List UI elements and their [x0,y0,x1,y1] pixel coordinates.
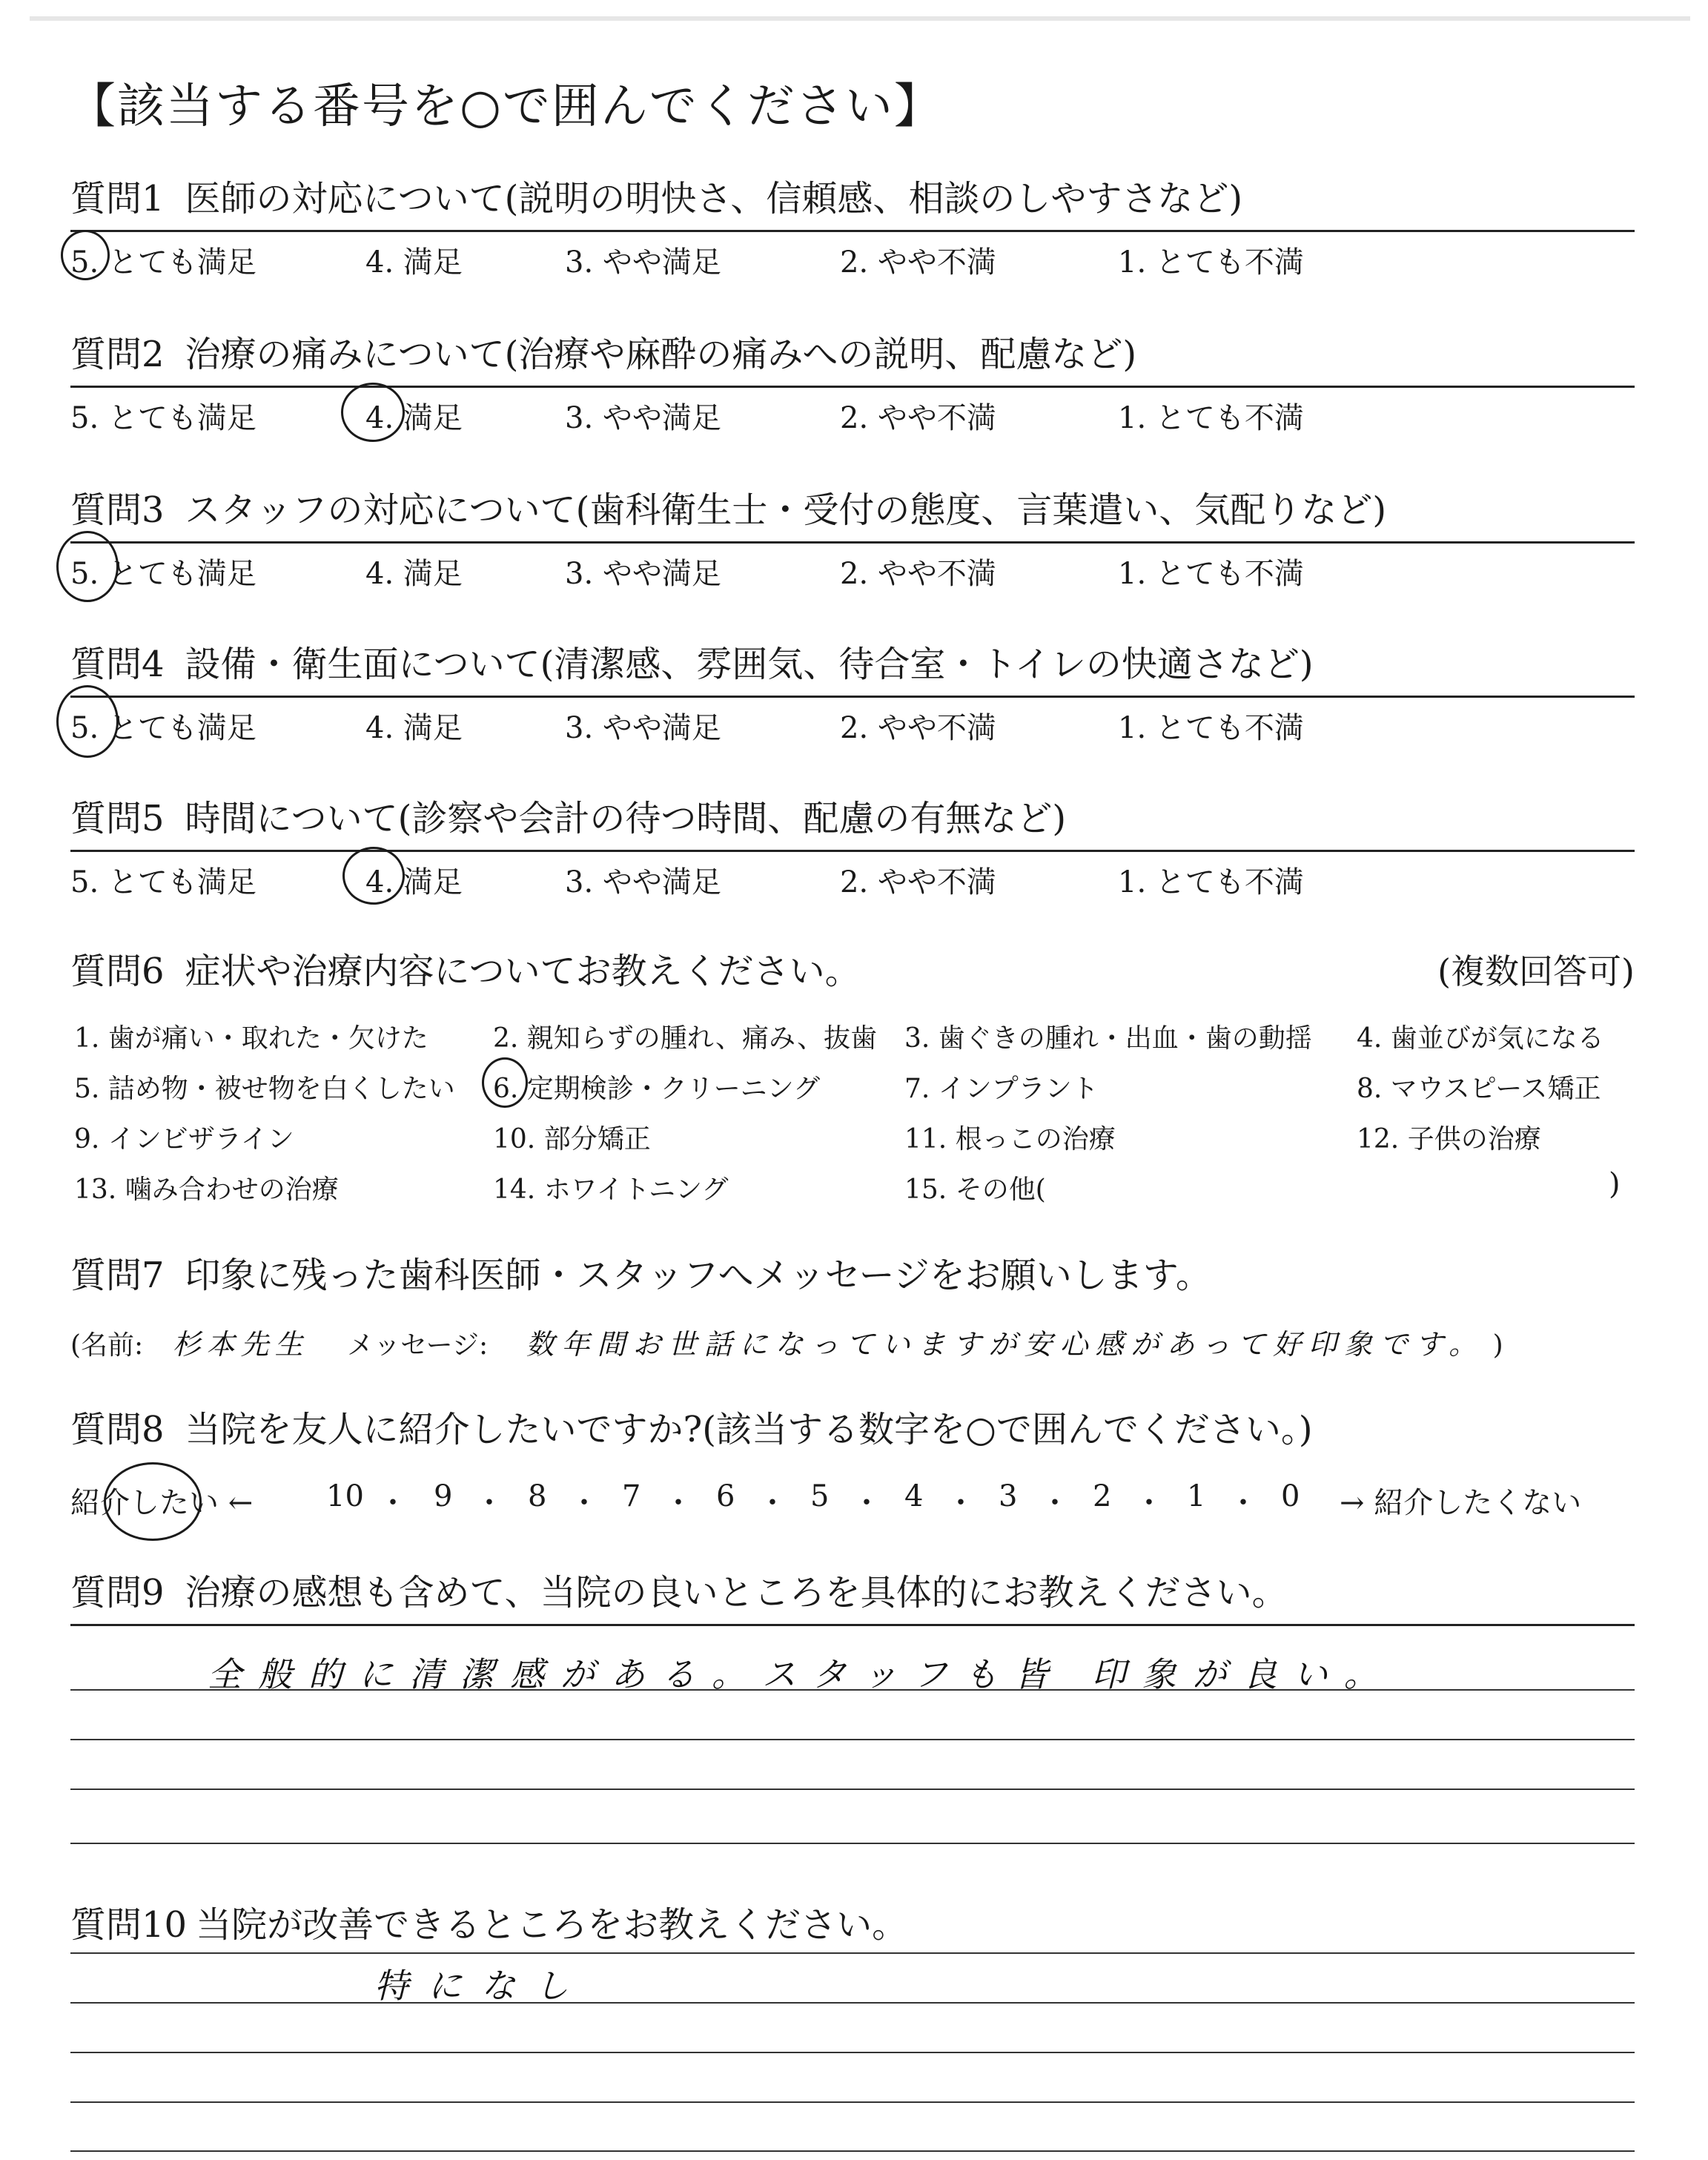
q5-option-2[interactable]: 2. やや不満 [840,865,996,899]
q4-option-1[interactable]: 1. とても不満 [1118,711,1304,745]
q8-scale-8[interactable]: 8 [528,1479,547,1513]
q6-item-9[interactable]: 9. インビザライン [74,1124,294,1155]
q8-left-label: 紹介したい ← [70,1486,254,1520]
question-7-header [70,1240,1635,1307]
q8-scale-dot: ・ [946,1486,976,1520]
q3-option-1[interactable]: 1. とても不満 [1118,557,1304,591]
q8-scale-9[interactable]: 9 [434,1479,453,1513]
q8-scale-dot: ・ [1134,1486,1164,1520]
q6-item-5[interactable]: 5. 詰め物・被せ物を白くしたい [74,1074,455,1104]
q5-option-4[interactable]: 4. 満足 [365,865,463,899]
q9-answer-line-2 [70,1739,1635,1740]
q7-message-label: メッセージ: [347,1330,489,1361]
q8-selection-circle [104,1462,202,1541]
q4-selection-circle [56,685,119,758]
q2-option-5[interactable]: 5. とても満足 [70,401,256,435]
question-9-number: 質問9 [70,1572,165,1614]
question-1-number: 質問1 [70,178,165,219]
question-9-title: 治療の感想も含めて、当院の良いところを具体的にお教えください。 [185,1572,1288,1614]
question-8-number: 質問8 [70,1409,165,1450]
question-10-header [70,1889,1635,1956]
q10-answer-line-5 [70,2150,1635,2152]
q10-answer-line-2 [70,2002,1635,2004]
q1-option-1[interactable]: 1. とても不満 [1118,245,1304,280]
q2-option-4[interactable]: 4. 満足 [365,401,463,435]
q6-selection-circle [482,1057,528,1108]
q6-item-15[interactable]: 15. その他( [904,1175,1046,1205]
question-4-number: 質問4 [70,644,165,685]
q1-option-3[interactable]: 3. やや満足 [565,245,721,280]
q3-option-2[interactable]: 2. やや不満 [840,557,996,591]
q5-selection-circle [342,847,405,905]
q10-answer-line-4 [70,2101,1635,2103]
q5-option-3[interactable]: 3. やや満足 [565,865,721,899]
q2-option-2[interactable]: 2. やや不満 [840,401,996,435]
q8-scale-0[interactable]: 0 [1281,1479,1300,1513]
question-5-number: 質問5 [70,798,165,839]
question-8-title: 当院を友人に紹介したいですか?(該当する数字を○で囲んでください。) [185,1409,1313,1450]
q10-answer[interactable]: 特になし [374,1966,588,2006]
q5-option-5[interactable]: 5. とても満足 [70,865,256,899]
question-1-title: 医師の対応について(説明の明快さ、信頼感、相談のしやすさなど) [185,178,1243,219]
q8-scale-dot: ・ [758,1486,787,1520]
q6-item-1[interactable]: 1. 歯が痛い・取れた・欠けた [74,1023,428,1054]
q9-answer-line-3 [70,1789,1635,1790]
question-5-title: 時間について(診察や会計の待つ時間、配慮の有無など) [185,798,1067,839]
q6-item-6[interactable]: 6. 定期検診・クリーニング [493,1074,821,1104]
scan-edge [30,16,1690,21]
q3-option-3[interactable]: 3. やや満足 [565,557,721,591]
question-5-header [70,783,1635,852]
q8-scale-dot: ・ [1228,1486,1258,1520]
question-7-number: 質問7 [70,1255,165,1296]
q7-close-paren: ) [1492,1330,1503,1361]
q4-option-4[interactable]: 4. 満足 [365,711,463,745]
question-4-title: 設備・衛生面について(清潔感、雰囲気、待合室・トイレの快適さなど) [185,644,1314,685]
question-7-title: 印象に残った歯科医師・スタッフへメッセージをお願いします。 [185,1255,1211,1296]
q6-item-7[interactable]: 7. インプラント [904,1074,1099,1104]
q8-scale-5[interactable]: 5 [810,1479,830,1513]
question-6-title: 症状や治療内容についてお教えください。 [185,951,861,992]
q8-scale-3[interactable]: 3 [999,1479,1018,1513]
question-2-header [70,319,1635,388]
q7-message-line[interactable] [70,1321,1503,1362]
question-3-title: スタッフの対応について(歯科衛生士・受付の態度、言葉遣い、気配りなど) [185,489,1387,531]
q3-selection-circle [56,531,119,602]
q8-scale-7[interactable]: 7 [622,1479,641,1513]
question-6-header [70,936,1635,1003]
q1-selection-circle [61,230,110,280]
question-6-number: 質問6 [70,951,165,992]
q8-scale-4[interactable]: 4 [904,1479,924,1513]
q7-name-value[interactable]: 杉本先生 [172,1328,309,1361]
q8-scale-1[interactable]: 1 [1187,1479,1206,1513]
question-10-number: 質問10 [70,1904,188,1946]
question-9-header [70,1557,1635,1626]
q8-scale-dot: ・ [663,1486,693,1520]
q6-item-8[interactable]: 8. マウスピース矯正 [1357,1074,1601,1104]
page-title: 【該当する番号を○で囲んでください】 [68,79,943,134]
q8-right-label: → 紹介したくない [1340,1486,1582,1520]
q6-item-2[interactable]: 2. 親知らずの腫れ、痛み、抜歯 [493,1023,878,1054]
q6-item-10[interactable]: 10. 部分矯正 [493,1124,651,1155]
q10-answer-line-3 [70,2052,1635,2053]
question-1-header [70,163,1635,232]
q2-option-1[interactable]: 1. とても不満 [1118,401,1304,435]
q8-scale-dot: ・ [1040,1486,1070,1520]
question-6-note: (複数回答可) [1437,951,1635,991]
question-2-number: 質問2 [70,334,165,375]
q8-scale-dot: ・ [569,1486,599,1520]
q6-item-14[interactable]: 14. ホワイトニング [493,1175,729,1205]
q8-scale-10[interactable]: 10 [326,1479,364,1513]
q7-name-label: (名前: [70,1330,144,1361]
q4-option-5[interactable]: 5. とても満足 [70,711,256,745]
q6-item-11[interactable]: 11. 根っこの治療 [904,1124,1116,1155]
q1-option-5[interactable]: 5. とても満足 [70,245,256,280]
question-3-header [70,475,1635,544]
q1-option-2[interactable]: 2. やや不満 [840,245,996,280]
q9-answer-line-4 [70,1843,1635,1844]
question-2-title: 治療の痛みについて(治療や麻酔の痛みへの説明、配慮など) [185,334,1137,375]
q10-answer-line-1 [70,1952,1635,1954]
q4-option-2[interactable]: 2. やや不満 [840,711,996,745]
q6-item-3[interactable]: 3. 歯ぐきの腫れ・出血・歯の動揺 [904,1023,1312,1054]
q3-option-4[interactable]: 4. 満足 [365,557,463,591]
q2-selection-circle [341,383,405,442]
q8-scale-2[interactable]: 2 [1093,1479,1112,1513]
q2-option-3[interactable]: 3. やや満足 [565,401,721,435]
question-10-title: 当院が改善できるところをお教えください。 [196,1904,908,1946]
q8-scale-dot: ・ [852,1486,881,1520]
q6-item-12[interactable]: 12. 子供の治療 [1357,1124,1541,1155]
q7-message-value[interactable]: 数年間お世話になっていますが安心感があって好印象です。 [526,1328,1485,1361]
q1-option-4[interactable]: 4. 満足 [365,245,463,280]
question-8-header [70,1394,1635,1461]
q5-option-1[interactable]: 1. とても不満 [1118,865,1304,899]
q8-scale-dot: ・ [474,1486,504,1520]
q8-scale-6[interactable]: 6 [716,1479,735,1513]
q9-answer[interactable]: 全般的に清潔感がある。スタッフも皆 印象が良い。 [208,1654,1394,1694]
question-4-header [70,629,1635,698]
q8-scale-row [70,1479,1635,1524]
q9-answer-line-1 [70,1689,1635,1691]
q6-item-13[interactable]: 13. 噛み合わせの治療 [74,1175,339,1205]
q6-item-4[interactable]: 4. 歯並びが気になる [1357,1023,1604,1054]
q3-option-5[interactable]: 5. とても満足 [70,557,256,591]
q8-scale-dot: ・ [378,1486,408,1520]
q4-option-3[interactable]: 3. やや満足 [565,711,721,745]
q6-other-close-paren: ) [1609,1167,1621,1201]
question-3-number: 質問3 [70,489,165,531]
